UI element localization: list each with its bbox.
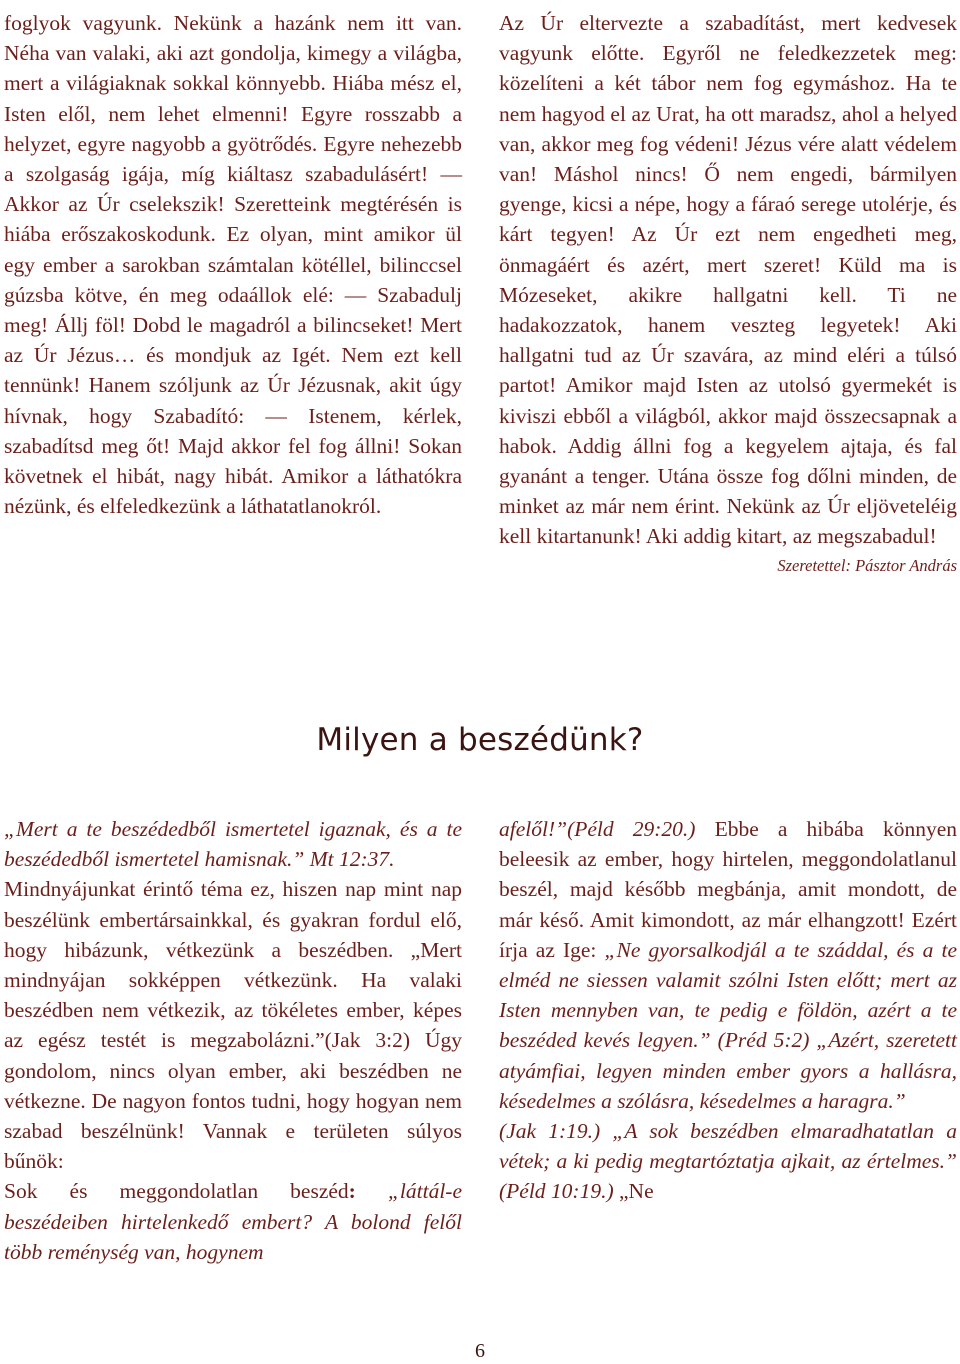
author-signature: Szeretettel: Pásztor András xyxy=(777,555,957,575)
inline-text: „Ne xyxy=(619,1179,654,1204)
bible-quote xyxy=(4,814,462,874)
bible-quote-text: „Mert a te beszédedből ismertetel igaznak, és a te beszédedből ismertetel hamisnak.” Mt 12:37. xyxy=(4,817,462,872)
inline-text: Sok és meggondolatlan beszéd xyxy=(4,1179,349,1204)
article-paragraph xyxy=(4,1176,462,1267)
article-paragraph xyxy=(499,1116,957,1207)
article-paragraph: Mindnyájunkat érintő téma ez, hiszen nap mint nap beszélünk embertársainkkal, és gyakran fordul elő, hogy hibázunk, vétkezünk a beszédben. „Mert mindnyájan sokképpen vétkezünk. Ha valaki beszédben nem vétkezik, az tökéletes ember, képes az egész testét is megzabolázni.”(Jak 3:2) Úgy gondolom, nincs olyan ember, aki beszédben ne vétkezne. De nagyon fontos tudni, hogy hogyan nem szabad beszélnünk! Vannak e területen súlyos bűnök: xyxy=(4,877,462,1174)
inline-bible-quote: „Ne gyorsalkodjál a te száddal, és a te elméd ne siessen valamit szólni Isten előtt; mert az Isten mennyben van, te pedig e földön, azért a te beszéded kevés legyen.” (Préd 5:2) „Azért, szeretett atyámfiai, legyen minden ember gyors a hallásra, késedelmes a szólásra, késedelmes a haragra.” xyxy=(499,937,957,1113)
article-paragraph: foglyok vagyunk. Nekünk a hazánk nem itt van. Néha van valaki, aki azt gondolja, kimegy a világba, mert a világiaknak sokkal könnyebb. Hiába mész el, Isten elől, nem lehet elmenni! Egyre rosszabb a helyzet, egyre nagyobb a gyötrődés. Egyre nehezebb a szolgaság igája, míg kiáltasz szabadulásért! — Akkor az Úr cselekszik! Szeretteink megtérésén is hiába erőszakoskodunk. Ez olyan, mint amikor ül egy ember a sarokban számtalan kötéllel, bilinccsel gúzsba kötve, én meg odaállok elé: — Szabadulj meg! Állj föl! Dobd le magadról a bilincseket! Mert az Úr Jézus… és mondjuk az Igét. Nem ezt kell tennünk! Hanem szóljunk az Úr Jézusnak, akit úgy hívnak, hogy Szabadító: — Istenem, kérlek, szabadítsd meg őt! Majd akkor fel fog állni! Sokan követnek el hibát, nagy hibát. Amikor a láthatókra nézünk, és elfeledkezünk a láthatatlanokról. xyxy=(4,11,462,519)
inline-colon: : xyxy=(348,1179,356,1204)
new-article-right-column xyxy=(499,814,957,1207)
article-continuation-left-column xyxy=(4,8,462,521)
inline-bible-quote: afelől!”(Péld 29:20.) xyxy=(499,817,696,841)
article-paragraph: Az Úr eltervezte a szabadítást, mert kedvesek vagyunk előtte. Egyről ne feledkezzetek meg: közelíteni a két tábor nem fog egymáshoz. Ha te nem hagyod el az Urat, ha ott maradsz, ahol a helyed van, akkor meg fog védeni! Jézus vére alatt védelem van! Máshol nincs! Ő nem engedi, bármilyen gyenge, kicsi a népe, hogy a fáraó serege utolérje, és kárt tegyen! Az Úr ezt nem engedheti meg, önmagáért és azért, mert szeret! Küld ma is Mózeseket, akikre hallgatni kell. Ti ne hadakozzatok, hanem veszteg legyetek! Aki hallgatni tud az Úr szavára, az mind eléri a túlsó partot! Amikor majd Isten az utolsó gyermekét is kiviszi ebből a világból, akkor majd összecsapnak a habok. Addig állni fog a kegyelem ajtaja, és fal gyanánt a tenger. Utána össze fog dőlni minden, de minket az már nem érint. Nekünk az Úr eljöveteléig kell kitartanunk! Aki addig kitart, az megszabadul! xyxy=(499,11,957,549)
inline-text: Ebbe a hibába könnyen beleesik az ember, hogy hirtelen, meggondolatlanul beszél, majd később megbánja, amit mondott, de már késő. Amit kimondott, az már elhangzott! Ezért írja az Ige: xyxy=(499,817,957,962)
inline-bible-quote: (Jak 1:19.) „A sok beszédben elmaradhatatlan a vétek; a ki pedig megtartóztatja ajkait, az értelmes.” (Péld 10:19.) xyxy=(499,1119,957,1204)
new-article-left-column xyxy=(4,814,462,1267)
inline-bible-quote: „láttál-e beszédeiben hirtelenkedő embert? A bolond felől több reménység van, hogynem xyxy=(4,1179,462,1264)
article-paragraph xyxy=(499,814,957,1116)
page-number: 6 xyxy=(475,1340,485,1362)
article-continuation-right-column xyxy=(499,8,957,580)
article-headline: Milyen a beszédünk? xyxy=(316,722,644,758)
